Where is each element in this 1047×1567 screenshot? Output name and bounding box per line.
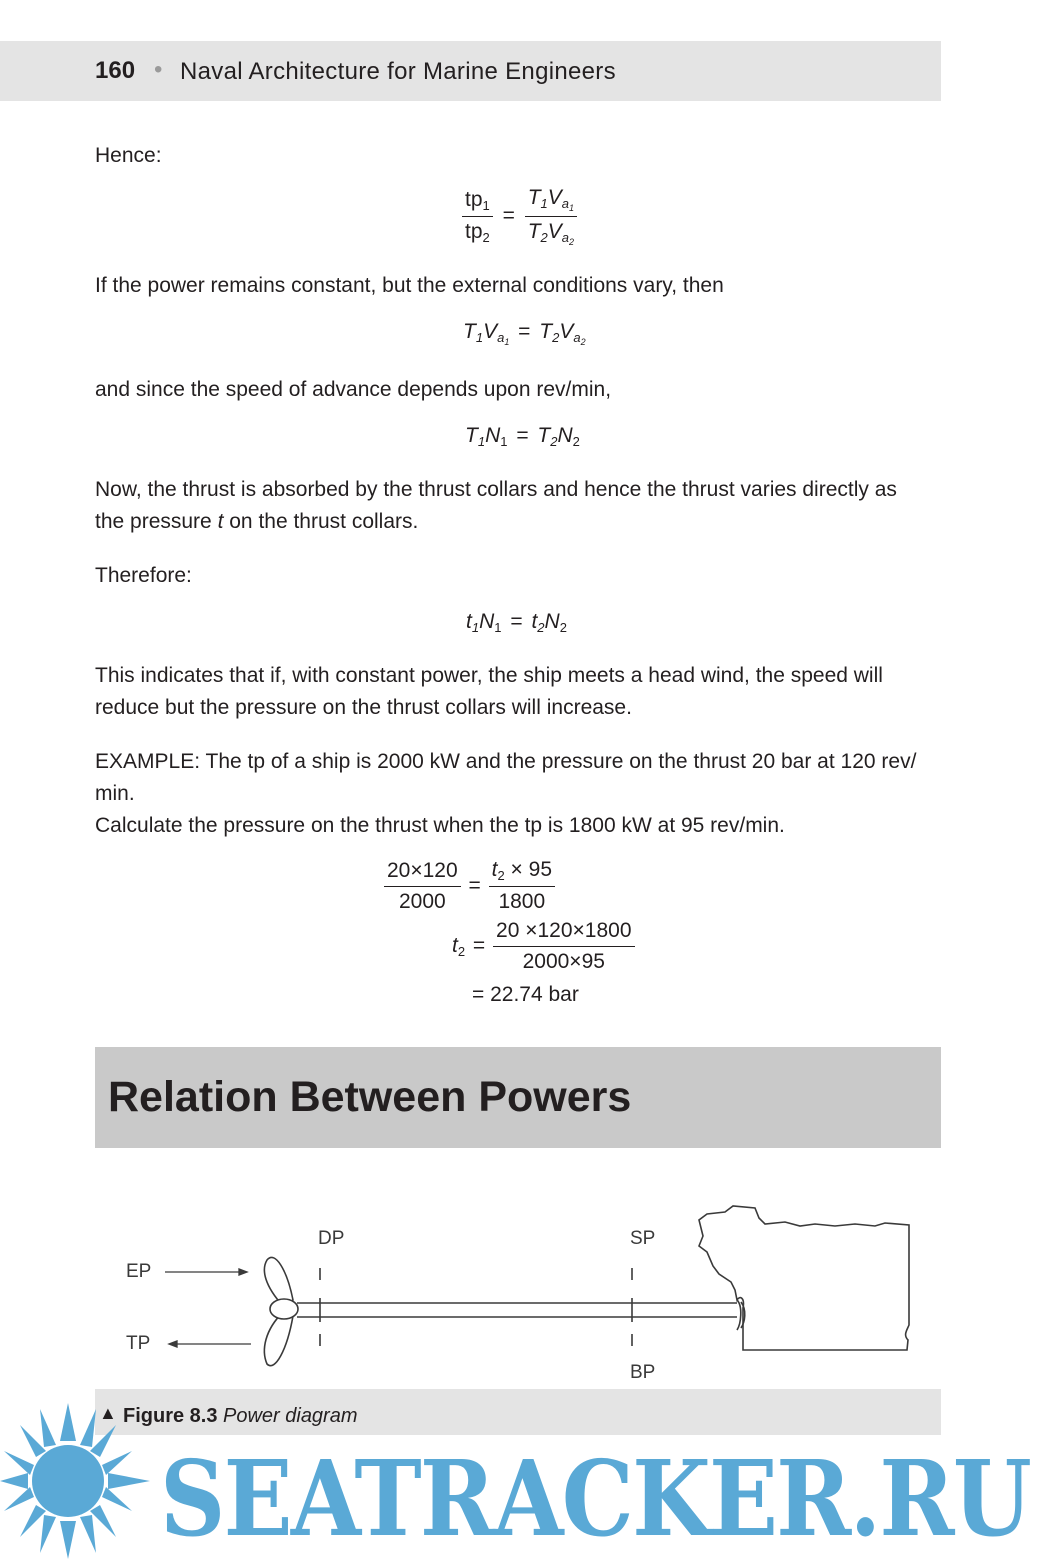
page-number: 160: [95, 57, 136, 84]
calc-line-2: $t_2$ = $\frac{20 \times 120\times 1800}{2000\times 95}$: [452, 919, 635, 974]
caption-text: Power diagram: [223, 1405, 358, 1427]
paragraph-indicates: This indicates that if, with constant power, the ship meets a head wind, the speed will reduce but the pressure on the thrust collars will increase.: [95, 664, 883, 719]
header-separator: •: [154, 56, 163, 83]
label-bp: BP: [630, 1362, 656, 1383]
engine-icon: [699, 1206, 909, 1350]
propeller-icon: [264, 1257, 298, 1365]
label-ep: EP: [126, 1261, 152, 1282]
section-title: Relation Between Powers: [108, 1073, 632, 1121]
equation-thrust-revs: $T_1N_1 = T_2N_2$: [465, 424, 580, 449]
label-sp: SP: [630, 1228, 656, 1249]
paragraph-example: EXAMPLE: The tp of a ship is 2000 kW and the pressure on the thrust 20 bar at 120 rev/ min. Calculate the pressure on the thrust when the tp is 1800 kW at 95 rev/min.: [95, 750, 917, 837]
equation-tp-ratio: $\frac{tp_1}{tp_2}$ = $\frac{T_1V_{a_1}}{T_2V_{a_2}}$: [462, 186, 577, 247]
fraction-tv: $\frac{T_1V_{a_1}}{T_2V_{a_2}}$: [525, 186, 577, 247]
measurement-markers: [320, 1268, 632, 1346]
book-title: Naval Architecture for Marine Engineers: [180, 58, 616, 85]
fraction-tp: $\frac{tp_1}{tp_2}$: [462, 188, 493, 245]
paragraph-hence: Hence:: [95, 144, 162, 167]
paragraph-thrust: Now, the thrust is absorbed by the thrust collars and hence the thrust varies directly as the pressure t on the thrust collars.: [95, 478, 897, 533]
section-heading-bar: [95, 1047, 941, 1148]
paragraph-speed-advance: and since the speed of advance depends upon rev/min,: [95, 378, 612, 401]
running-header: [0, 41, 941, 101]
ep-arrow: [165, 1269, 247, 1275]
tp-arrow: [169, 1341, 251, 1347]
equation-pressure-revs: $t_1N_1 = t_2N_2$: [466, 610, 567, 635]
paragraph-power-constant: If the power remains constant, but the external conditions vary, then: [95, 274, 724, 297]
power-diagram: [95, 1190, 941, 1389]
calc-line-1: $\frac{20\times 120}{2000}$ = $\frac{t_2 \times 95}{1800}$: [384, 858, 555, 914]
label-tp: TP: [126, 1333, 151, 1354]
paragraph-therefore: Therefore:: [95, 564, 192, 587]
propeller-shaft: [297, 1303, 737, 1317]
sunburst-logo-icon: [0, 1403, 150, 1559]
label-dp: DP: [318, 1228, 345, 1249]
caption-label: Figure 8.3: [123, 1405, 218, 1427]
equation-thrust-speed: $T_1V_{a_1} = T_2V_{a_2}$: [463, 320, 586, 347]
calc-result: = 22.74 bar: [472, 983, 579, 1006]
seatracker-watermark: [0, 1395, 1047, 1567]
caption-marker-icon: ▲: [99, 1403, 117, 1423]
watermark-text: SEATRACKER.RU: [160, 1437, 1031, 1560]
